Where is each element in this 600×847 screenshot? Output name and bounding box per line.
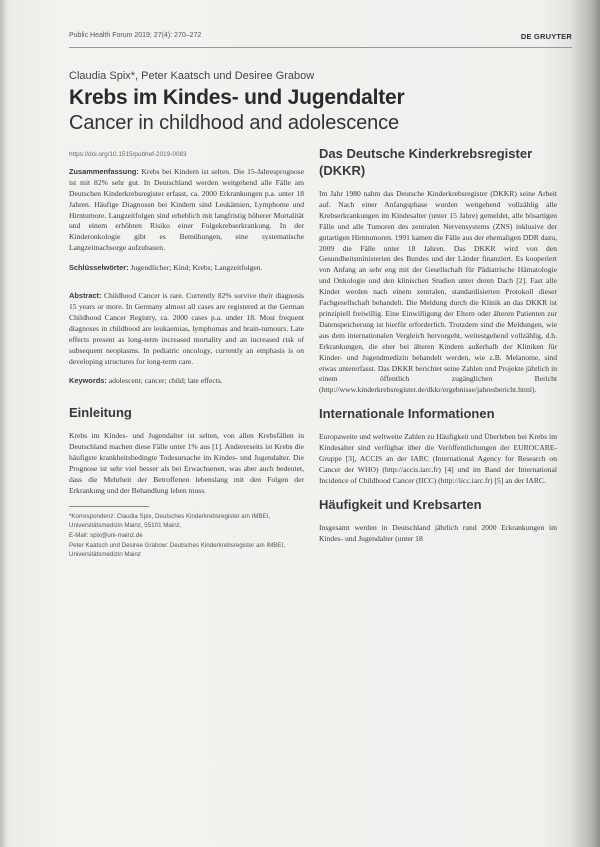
- header-rule: [69, 47, 572, 48]
- publisher-logo: DE GRUYTER: [520, 32, 572, 41]
- journal-citation: Public Health Forum 2019; 27(4): 270–272: [69, 32, 202, 39]
- keywords-german-text: Jugendlicher; Kind; Krebs; Langzeitfolgen.: [130, 263, 263, 273]
- right-column: [319, 145, 557, 554]
- section-text-einleitung: Krebs im Kindes- und Jugendalter ist selten, von allen Krebsfällen in Deutschland machen diese Fälle unter 1% aus [1]. Andererseits ist Krebs die häufigste krankheitsbedingte Todesursache im Kindes- und Jugendalter. Die Prognose ist sehr viel besser als bei Erwachsenen, was aber auch bedeutet, dass die Mehrheit der Betroffenen lebenslang mit den Folgen der Erkrankung und der Behandlung leben muss.: [69, 431, 304, 495]
- left-column: [69, 150, 304, 560]
- abstract-english-text: Childhood Cancer is rare. Currently 82% survive their diagnosis 15 years or more. In Germany almost all cases are registered at the German Childhood Cancer Registry, ca. 2000 cases p.a. under 18. Most frequent diagnoses in childhood are leukaemias, lymphomas and brain-tumours. Late effects present as long-term increased mortality and an increased risk of subsequent neoplasms. In pediatric oncology, currently an emphasis is on developing structures for long-term care.: [69, 291, 305, 366]
- keywords-german: [69, 263, 304, 274]
- section-text-dkkr: Im Jahr 1980 nahm das Deutsche Kinderkrebsregister (DKKR) seine Arbeit auf. Nach einer Anfangsphase wurden weitgehend vollzählig alle Krebserkrankungen im Kindesalter (unter 15 Jahre) gemeldet, alle bösartigen Fälle und alle Tumoren des zentralen Nervensystems (ZNS) inklusive der gutartigen Hirntumoren. 1991 kamen die Fälle aus der ehemaligen DDR dazu, 2009 die Fälle unter 18 Jahren. Das DKKR wird von den Gesundheitsministerien des Bundes und der Länder finanziert. Es kooperiert von Anfang an sehr eng mit der Gesellschaft für Pädiatrische Hämatologie und Onkologie und den klinischen Studien unter deren Dach [2]. Fast alle Kinder werden nach einem zentralen, standardisierten Protokoll dieser Fachgesellschaft behandelt. Die Meldung durch die Klinik an das DKKR ist prinzipiell freiwillig. Eine Einwilligung der Eltern oder älteren Patienten zur Datenspeicherung ist hierfür erforderlich. Trotzdem sind die Meldungen, wie aus dem internationalen Vergleich hervorgeht, weitestgehend vollzählig, d.h. Erkrankungen, die eher bei älteren Kindern außerhalb der Kliniken für Kinder- und Jugendmedizin behandelt werden, wie z.B. Melanome, sind etwas untererfasst. Das DKKR berichtet seine Zahlen und Projekte jährlich in einem öffentlich zugänglichen Bericht (http://www.kinderkrebsregister.de/dkkr/ergebnisse/jahresbericht.html).: [319, 189, 557, 395]
- keywords-german-label: Schlüsselwörter:: [69, 263, 129, 273]
- doi-link[interactable]: https://doi.org/10.1515/pubhef-2019-0083: [69, 151, 187, 158]
- footnote-rule: [69, 506, 149, 507]
- running-header: [69, 32, 572, 46]
- footnote-email[interactable]: E-Mail: spix@uni-mainz.de: [69, 531, 143, 539]
- abstract-german-text: Krebs bei Kindern ist selten. Die 15-Jahresprognose ist mit 82% sehr gut. In Deutschland werden weitgehend alle Fälle am Deutschen Kinderkrebsregister erfasst, ca. 2000 Erkrankungen p.a. unter 18 Jahren. Häufige Diagnosen bei Kindern sind Leukämien, Lymphome und Hirntumore. Langzeitfolgen sind erheblich mit langfristig höherer Mortalität und einem erhöhten Risiko einer Folgekrebserkrankung. In der Kinderonkologie gibt es Bemühungen, eine systematische Langzeitnachsorge aufzubauen.: [69, 166, 305, 253]
- abstract-german-label: Zusammenfassung:: [69, 166, 139, 176]
- footnote-correspondence: *Korrespondenz: Claudia Spix, Deutsches Kinderkrebsregister am IMBEI, Universitätsmedizin Mainz, 55101 Mainz,: [69, 512, 271, 530]
- author-line: Claudia Spix*, Peter Kaatsch und Desiree Grabow: [69, 70, 315, 82]
- page-edge-shadow: [0, 0, 6, 847]
- section-heading-internationale: Internationale Informationen: [319, 406, 495, 422]
- section-heading-dkkr: Das Deutsche Kinderkrebsregister (DKKR): [319, 146, 533, 178]
- footnote-coauthors: Peter Kaatsch und Desiree Grabow: Deutsches Kinderkrebsregister am IMBEI, Universitätsmedizin Mainz: [69, 541, 285, 559]
- abstract-english-label: Abstract:: [69, 291, 102, 301]
- title-german: Krebs im Kindes- und Jugendalter: [69, 86, 405, 109]
- title-english: Cancer in childhood and adolescence: [69, 112, 400, 134]
- section-heading-haeufigkeit: Häufigkeit und Krebsarten: [319, 496, 482, 512]
- keywords-english-text: adolescent; cancer; child; late effects.: [108, 376, 223, 386]
- abstract-german: [69, 167, 304, 254]
- section-heading-einleitung: Einleitung: [69, 405, 132, 421]
- keywords-english: [69, 376, 304, 387]
- section-text-haeufigkeit: Insgesamt werden in Deutschland jährlich rund 2000 Erkrankungen im Kindes- und Jugendalter (unter 18: [319, 522, 557, 543]
- abstract-english: [69, 291, 304, 367]
- section-text-internationale: Europaweite und weltweite Zahlen zu Häufigkeit und Überleben bei Krebs im Kindesalter sind verfügbar über die Veröffentlichungen der EUROCARE-Gruppe [3], ACCIS an der IARC (International Agency for Research on Cancer der WHO) (http://accis.iarc.fr) [4] und im Band der International Incidence of Childhood Cancer (IICC) (http://iicc.iarc.fr) [5] an der IARC.: [319, 432, 557, 485]
- keywords-english-label: Keywords:: [69, 376, 107, 386]
